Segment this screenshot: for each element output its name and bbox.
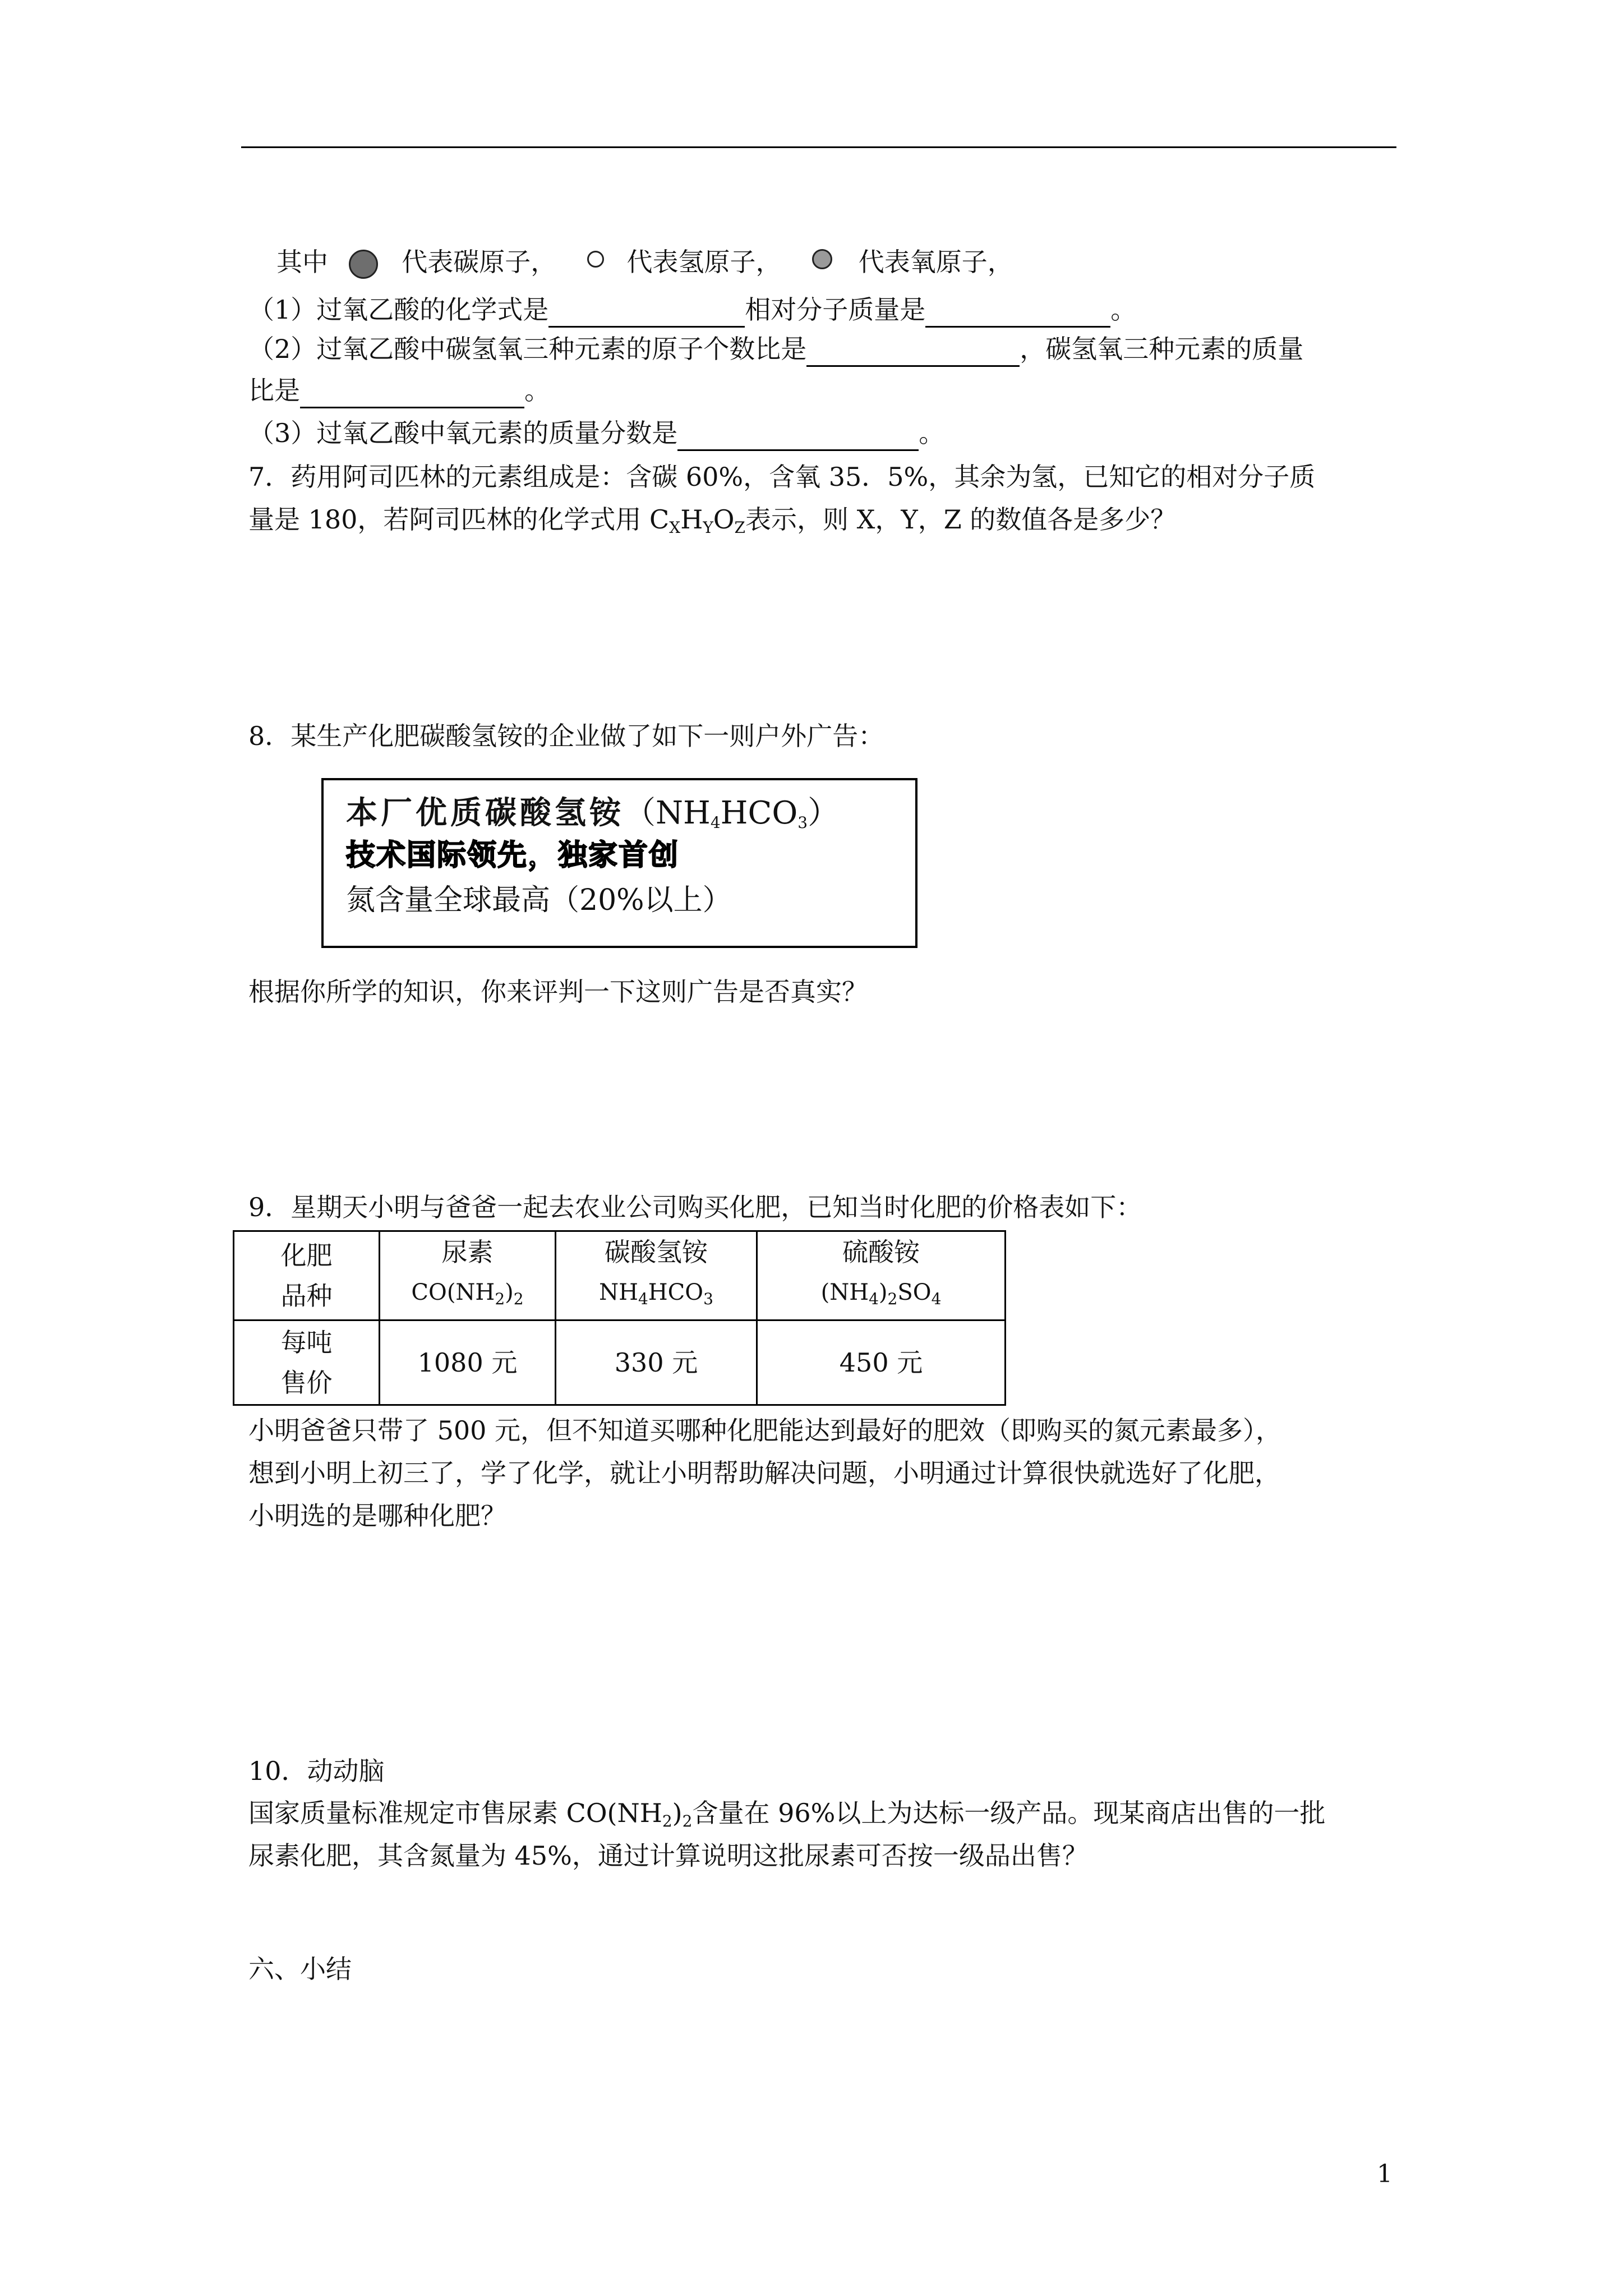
q10-text: 含量在 96%以上为达标一级产品。现某商店出售的一批 xyxy=(692,1798,1326,1828)
table-cell: 330 元 xyxy=(556,1320,757,1405)
q10-line2: 尿素化肥，其含氮量为 45%，通过计算说明这批尿素可否按一级品出售？ xyxy=(248,1841,1088,1871)
q6-part2-cont xyxy=(248,372,550,408)
table-cell xyxy=(234,1231,380,1320)
table-cell xyxy=(757,1231,1006,1320)
header-rule xyxy=(241,146,1396,148)
table-row xyxy=(234,1231,1006,1320)
formula-part: NH xyxy=(599,1280,638,1305)
legend-oxygen: 代表氧原子， xyxy=(858,247,1013,277)
q6-part1-end: 。 xyxy=(1110,295,1137,325)
ad-title-bold: 本厂优质碳酸氢铵 xyxy=(346,794,624,831)
q8-question: 根据你所学的知识，你来评判一下这则广告是否真实？ xyxy=(248,977,868,1007)
ad-claim: 氮含量全球最高（20%以上） xyxy=(346,884,732,917)
oxygen-atom-icon xyxy=(812,249,832,269)
subscript: 2 xyxy=(682,1812,693,1830)
q6-part2-text2: ，碳氢氧三种元素的质量 xyxy=(1020,334,1304,364)
ad-slogan: 技术国际领先，独家首创 xyxy=(346,839,680,872)
q7-text2: 表示，则 X，Y，Z 的数值各是多少？ xyxy=(745,504,1177,535)
ad-formula: HCO xyxy=(720,795,798,831)
formula-part: (NH xyxy=(820,1280,869,1305)
row-header: 化肥 xyxy=(280,1240,333,1271)
table-cell xyxy=(380,1231,556,1320)
q6-part2-text: （2）过氧乙酸中碳氢氧三种元素的原子个数比是 xyxy=(248,334,807,364)
q6-part1-text: （1）过氧乙酸的化学式是 xyxy=(248,295,549,325)
table-cell xyxy=(556,1231,757,1320)
page-number: 1 xyxy=(1377,2160,1393,2188)
subscript: 2 xyxy=(495,1290,505,1308)
table-cell xyxy=(234,1320,380,1405)
q6-part2-end: 。 xyxy=(524,375,550,406)
subscript: 4 xyxy=(710,813,721,832)
fertilizer-price-table xyxy=(233,1230,1006,1406)
ad-formula: （NH xyxy=(624,795,711,831)
formula xyxy=(556,1272,756,1319)
formula xyxy=(380,1272,555,1319)
formula-part: CO(NH xyxy=(411,1280,495,1305)
formula-part: SO xyxy=(897,1280,932,1305)
column-header: 尿素 xyxy=(441,1237,494,1267)
atom-legend xyxy=(276,244,1013,280)
q9-text3: 小明选的是哪种化肥？ xyxy=(248,1501,506,1531)
subscript: Z xyxy=(734,518,745,537)
q7-text: 量是 180，若阿司匹林的化学式用 C xyxy=(248,504,670,535)
hydrogen-atom-icon xyxy=(587,251,604,268)
legend-hydrogen: 代表氢原子， xyxy=(626,247,782,277)
q6-part1-text2: 相对分子质量是 xyxy=(745,295,926,325)
subscript: 2 xyxy=(513,1290,524,1308)
legend-prefix: 其中 xyxy=(276,247,328,277)
subscript: 4 xyxy=(869,1290,879,1308)
subscript: 2 xyxy=(662,1812,672,1830)
row-header: 售价 xyxy=(280,1368,333,1398)
q9-line: 9．星期天小明与爸爸一起去农业公司购买化肥，已知当时化肥的价格表如下： xyxy=(248,1192,1142,1222)
legend-carbon: 代表碳原子， xyxy=(402,247,557,277)
q7-line2 xyxy=(248,501,1176,546)
ad-title xyxy=(346,793,839,843)
ad-formula: ） xyxy=(808,795,840,831)
table-cell: 1080 元 xyxy=(380,1320,556,1405)
table-row xyxy=(234,1320,1006,1405)
q9-text1: 小明爸爸只带了 500 元，但不知道买哪种化肥能达到最好的肥效（即购买的氮元素最多）， xyxy=(248,1415,1282,1446)
answer-blank[interactable] xyxy=(548,298,745,328)
subscript: 3 xyxy=(703,1290,713,1308)
answer-blank[interactable] xyxy=(806,337,1020,367)
formula-part: HCO xyxy=(648,1280,704,1305)
formula-o: O xyxy=(713,504,735,535)
subscript: X xyxy=(669,518,681,537)
formula-h: H xyxy=(680,504,703,535)
row-header: 每吨 xyxy=(280,1327,333,1358)
q6-part2-text3: 比是 xyxy=(248,375,300,406)
q6-part3 xyxy=(248,415,944,451)
column-header: 碳酸氢铵 xyxy=(605,1237,708,1267)
subscript: 3 xyxy=(797,813,808,832)
subscript: 4 xyxy=(638,1290,648,1308)
q10-title: 10．动动脑 xyxy=(248,1756,385,1786)
q9-text2: 想到小明上初三了，学了化学，就让小明帮助解决问题，小明通过计算很快就选好了化肥， xyxy=(248,1458,1280,1488)
q10-text: 国家质量标准规定市售尿素 CO(NH xyxy=(248,1798,662,1828)
section-summary-heading: 六、小结 xyxy=(248,1954,352,1984)
q10-text: ) xyxy=(672,1798,683,1828)
formula-part: ) xyxy=(505,1280,514,1305)
subscript: 4 xyxy=(931,1290,942,1308)
q6-part3-end: 。 xyxy=(919,418,945,448)
column-header: 硫酸铵 xyxy=(842,1237,920,1267)
q6-part3-text: （3）过氧乙酸中氧元素的质量分数是 xyxy=(248,418,678,448)
carbon-atom-icon xyxy=(349,250,378,279)
q10-line1 xyxy=(248,1795,1325,1839)
advertisement-box xyxy=(321,778,917,948)
answer-blank[interactable] xyxy=(300,379,524,408)
q8-line: 8．某生产化肥碳酸氢铵的企业做了如下一则户外广告： xyxy=(248,721,884,751)
q7-line1: 7．药用阿司匹林的元素组成是：含碳 60%，含氧 35．5%，其余为氢，已知它的相对分子质 xyxy=(248,462,1316,492)
table-cell: 450 元 xyxy=(757,1320,1006,1405)
answer-blank[interactable] xyxy=(677,421,919,451)
formula xyxy=(758,1272,1004,1319)
subscript: Y xyxy=(703,518,713,537)
formula-part: ) xyxy=(878,1280,888,1305)
q6-part2 xyxy=(248,331,1303,367)
q6-part1 xyxy=(248,292,1136,328)
answer-blank[interactable] xyxy=(925,298,1110,328)
row-header: 品种 xyxy=(280,1281,333,1311)
subscript: 2 xyxy=(887,1290,898,1308)
